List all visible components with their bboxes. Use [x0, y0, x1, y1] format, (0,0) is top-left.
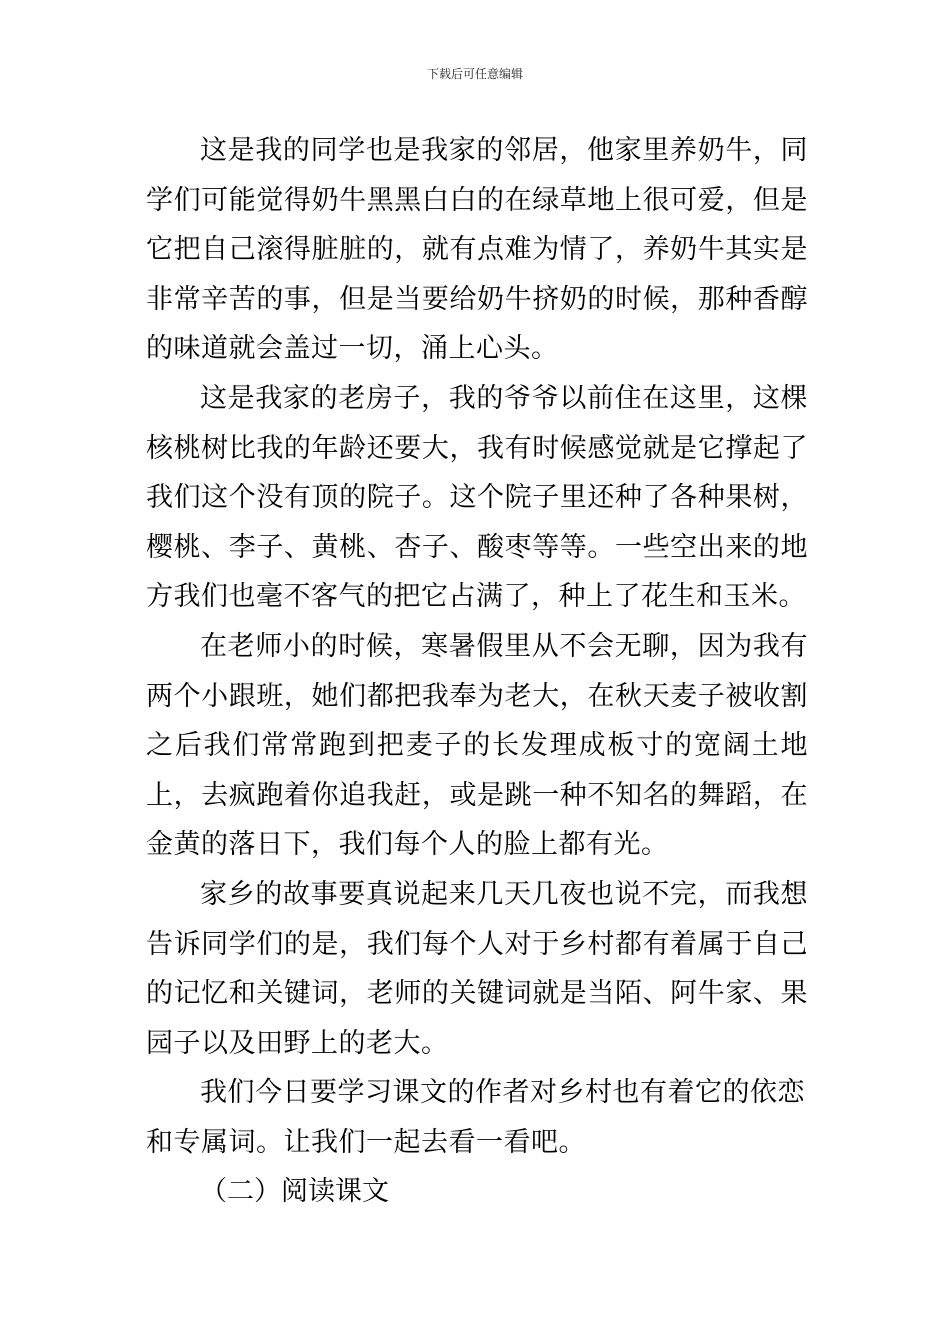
document-body	[146, 126, 808, 1217]
page-header-note: 下载后可任意编辑	[426, 67, 523, 81]
paragraph-hometown-keywords: 家乡的故事要真说起来几天几夜也说不完，而我想告诉同学们的是，我们每个人对于乡村都有着属于自己的记忆和关键词，老师的关键词就是当陌、阿牛家、果园子以及田野上的老大。	[146, 878, 808, 1059]
paragraph-lesson-intro: 我们今日要学习课文的作者对乡村也有着它的依恋和专属词。让我们一起去看一看吧。	[146, 1077, 805, 1158]
paragraph-old-house: 这是我家的老房子，我的爷爷以前住在这里，这棵核桃树比我的年龄还要大，我有时候感觉就是它撑起了我们这个没有顶的院子。这个院子里还种了各种果树，樱桃、李子、黄桃、杏子、酸枣等等。一些空出来的地方我们也毫不客气的把它占满了，种上了花生和玉米。	[146, 382, 808, 613]
section-heading-read-text: （二）阅读课文	[200, 1176, 389, 1208]
paragraph-dairy-cow-neighbor: 这是我的同学也是我家的邻居，他家里养奶牛，同学们可能觉得奶牛黑黑白白的在绿草地上很可爱，但是它把自己滚得脏脏的，就有点难为情了，养奶牛其实是非常辛苦的事，但是当要给奶牛挤奶的时候，那种香醇的味道就会盖过一切，涌上心头。	[146, 135, 808, 365]
paragraph-childhood-summer: 在老师小的时候，寒暑假里从不会无聊，因为我有两个小跟班，她们都把我奉为老大，在秋天麦子被收割之后我们常常跑到把麦子的长发理成板寸的宽阔土地上，去疯跑着你追我赶，或是跳一种不知名的舞蹈，在金黄的落日下，我们每个人的脸上都有光。	[146, 630, 808, 861]
